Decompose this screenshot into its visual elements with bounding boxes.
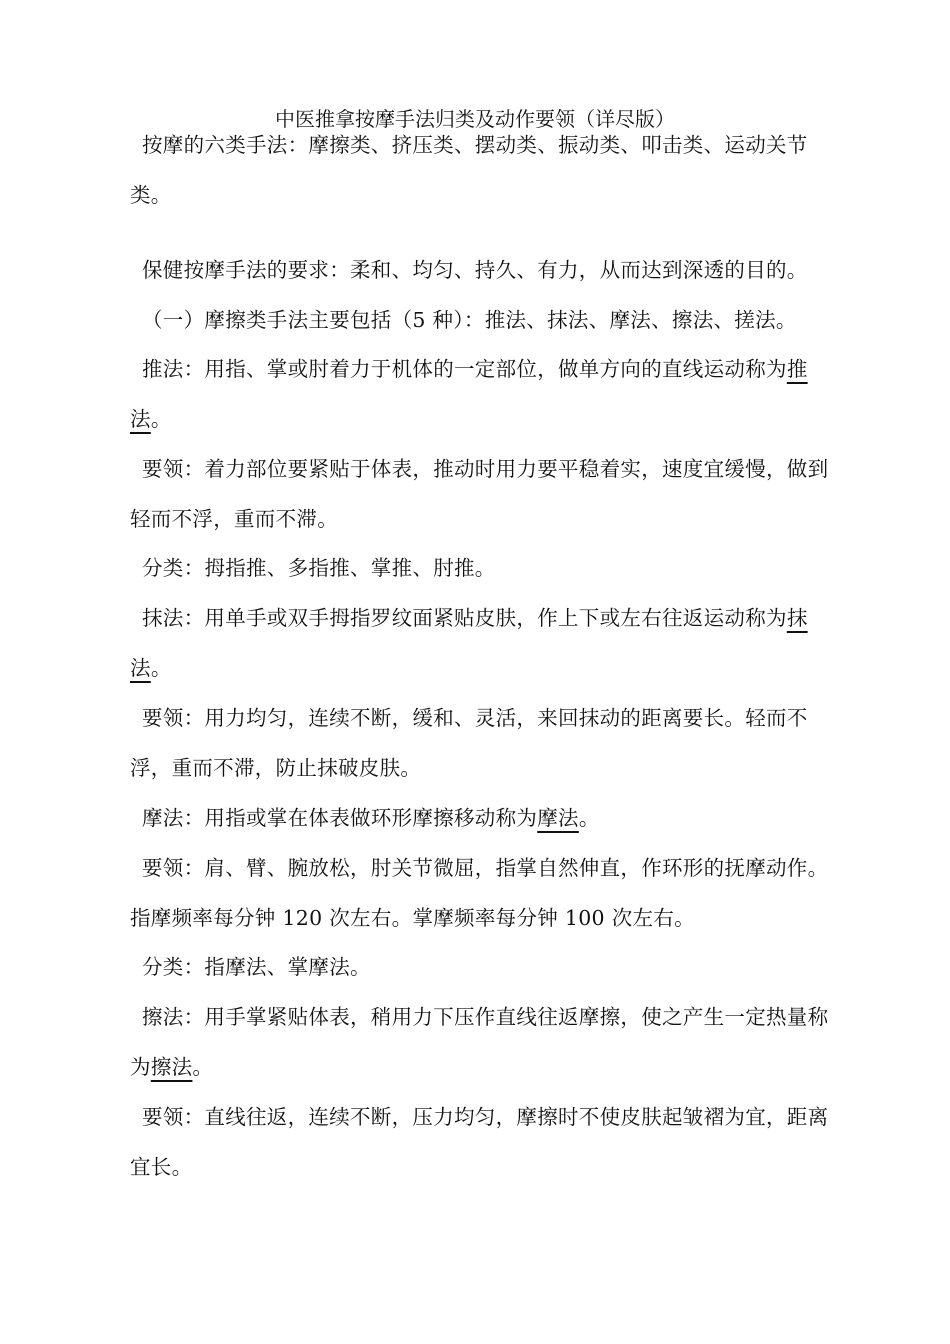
scrub-method-text: 擦法：用手掌紧贴体表，稍用力下压作直线往返摩擦，使之产生一定热量称为 [130,1005,829,1079]
scrub-method-end: 。 [192,1055,214,1079]
rub-method-text: 摩法：用指或掌在体表做环形摩擦移动称为 [142,806,538,830]
paragraph-rub-types: 分类：指摩法、掌摩法。 [142,955,371,979]
wipe-method-text: 抹法：用单手或双手拇指罗纹面紧贴皮肤，作上下或左右往返运动称为 [142,606,787,630]
paragraph-scrub-essentials: 要领：直线往返，连续不断，压力均匀，摩擦时不使皮肤起皱褶为宜，距离宜长。 [130,1105,829,1179]
rub-method-end: 。 [578,806,600,830]
paragraph-rub-essentials: 要领：肩、臂、腕放松，肘关节微屈，指掌自然伸直，作环形的抚摩动作。指摩频率每分钟 120 次左右。掌摩频率每分钟 100 次左右。 [130,856,829,930]
wipe-method-end: 。 [150,656,172,680]
wipe-method-term: 抹法 [130,606,808,680]
push-method-term: 推法 [130,357,808,431]
scrub-method-term: 擦法 [150,1055,193,1079]
push-method-text: 推法：用指、掌或肘着力于机体的一定部位，做单方向的直线运动称为 [142,357,787,381]
paragraph-rub-method [130,793,835,843]
paragraph-friction-category: （一）摩擦类手法主要包括（5 种）：推法、抹法、摩法、擦法、搓法。 [142,308,797,332]
push-method-end: 。 [150,407,172,431]
paragraph-push-essentials: 要领：着力部位要紧贴于体表，推动时用力要平稳着实，速度宜缓慢，做到轻而不浮，重而不滞。 [130,457,829,531]
document-title: 中医推拿按摩手法归类及动作要领（详尽版） [275,107,675,131]
paragraph-wipe-method [130,593,835,693]
rub-method-term: 摩法 [537,806,579,830]
paragraph-six-categories: 按摩的六类手法：摩擦类、挤压类、摆动类、振动类、叩击类、运动关节类。 [130,133,808,207]
paragraph-requirements: 保健按摩手法的要求：柔和、均匀、持久、有力，从而达到深透的目的。 [142,258,808,282]
paragraph-push-method [130,344,835,444]
paragraph-scrub-method [130,992,835,1092]
paragraph-wipe-essentials: 要领：用力均匀，连续不断，缓和、灵活，来回抹动的距离要长。轻而不浮，重而不滞，防止抹破皮肤。 [130,706,808,780]
paragraph-push-types: 分类：拇指推、多指推、掌推、肘推。 [142,556,496,580]
